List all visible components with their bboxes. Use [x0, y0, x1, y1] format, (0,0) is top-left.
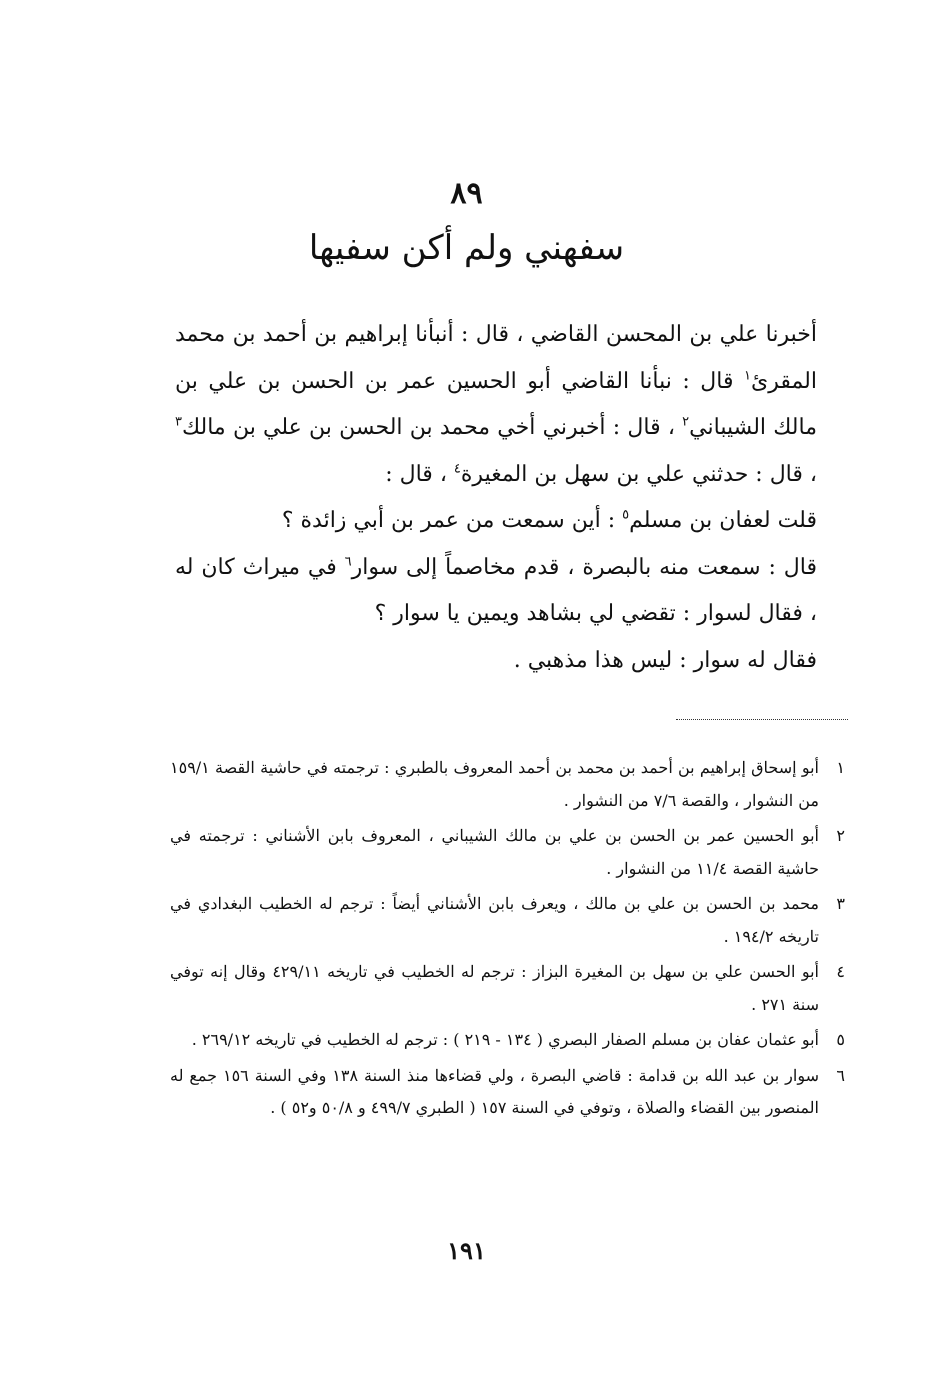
- story-title: سفهني ولم أكن سفيها: [308, 228, 625, 268]
- footnote-number: ١: [836, 758, 845, 777]
- paragraph-answer: [175, 545, 847, 638]
- footnote-text: أبو الحسين عمر بن الحسن بن علي بن مالك الشيباني ، المعروف بابن الأشناني : ترجمته في حاشية القصة ١١/٤ من النشوار .: [170, 826, 819, 878]
- footnote-text: أبو عثمان عفان بن مسلم الصفار البصري ( ١٣٤ - ٢١٩ ) : ترجم له الخطيب في تاريخه ٢٦٩/١٢ .: [191, 1030, 819, 1049]
- footnote: [170, 888, 845, 953]
- text-segment: قال : سمعت منه بالبصرة ، قدم مخاصماً إلى سوار: [351, 554, 817, 580]
- paragraph-isnad: [175, 312, 847, 498]
- text-segment: قلت لعفان بن مسلم: [629, 508, 817, 533]
- footnote: [170, 1060, 845, 1125]
- text-segment: في ميراث كان له ، فقال لسوار : تقضي لي بشاهد ويمين يا سوار ؟: [175, 554, 817, 626]
- paragraph-conclusion: [175, 638, 847, 685]
- footnote-marker: ٤: [453, 461, 461, 477]
- story-body: [175, 312, 847, 684]
- paragraph-question: [175, 498, 847, 545]
- footnote-text: سوار بن عبد الله بن قدامة : قاضي البصرة ، ولي قضاءها منذ السنة ١٣٨ وفي السنة ١٥٦ جمع له المنصور بين القضاء والصلاة ، وتوفي في السنة ١٥٧ ( الطبري ٤٩٩/٧ و ٥٠/٨ و٥٢ ) .: [170, 1065, 820, 1117]
- page-number: ١٩١: [447, 1236, 486, 1265]
- footnote-marker: ٢: [682, 414, 690, 430]
- footnote: [170, 1024, 845, 1057]
- footnote-number: ٥: [836, 1030, 845, 1049]
- text-segment: : أين سمعت من عمر بن أبي زائدة ؟: [281, 508, 623, 533]
- text-segment: ، قال : حدثني علي بن سهل بن المغيرة: [460, 461, 817, 487]
- footnote-text: أبو الحسن علي بن سهل بن المغيرة البزاز : ترجم له الخطيب في تاريخه ٤٢٩/١١ وقال إنه توفي سنة ٢٧١ .: [170, 962, 819, 1014]
- footnote-number: ٦: [836, 1065, 845, 1085]
- text-segment: ، قال : أخبرني أخي محمد بن الحسن بن علي بن مالك: [181, 415, 683, 440]
- footnote-text: محمد بن الحسن بن علي بن مالك ، ويعرف بابن الأشناني أيضاً : ترجم له الخطيب البغدادي في تاريخه ١٩٤/٢ .: [170, 894, 819, 946]
- footnote-divider: [676, 719, 848, 720]
- text-segment: قال : نبأنا القاضي أبو الحسين عمر بن الحسن بن علي بن مالك الشيباني: [175, 368, 817, 440]
- footnote-text: أبو إسحاق إبراهيم بن أحمد بن محمد بن أحمد المعروف بالطبري : ترجمته في حاشية القصة ١٥٩/١ من النشوار ، والقصة ٧/٦ من النشوار .: [170, 758, 819, 810]
- text-segment: أخبرنا علي بن المحسن القاضي ، قال : أنبأنا إبراهيم بن أحمد بن محمد المقرئ: [175, 322, 817, 394]
- text-segment: ، قال :: [385, 461, 454, 487]
- footnote: [170, 752, 845, 817]
- footnotes: [170, 752, 845, 1128]
- footnote: [170, 820, 845, 885]
- footnote-marker: ٥: [622, 507, 630, 523]
- footnote-number: ٤: [836, 962, 845, 981]
- footnote-marker: ٣: [175, 414, 182, 430]
- footnote-number: ٣: [836, 894, 845, 913]
- text-segment: فقال له سوار : ليس هذا مذهبي .: [513, 647, 817, 673]
- footnote-marker: ١: [743, 368, 751, 384]
- footnote: [170, 956, 845, 1021]
- footnote-marker: ٦: [344, 554, 352, 570]
- footnote-number: ٢: [836, 826, 845, 845]
- story-number: ٨٩: [450, 176, 483, 211]
